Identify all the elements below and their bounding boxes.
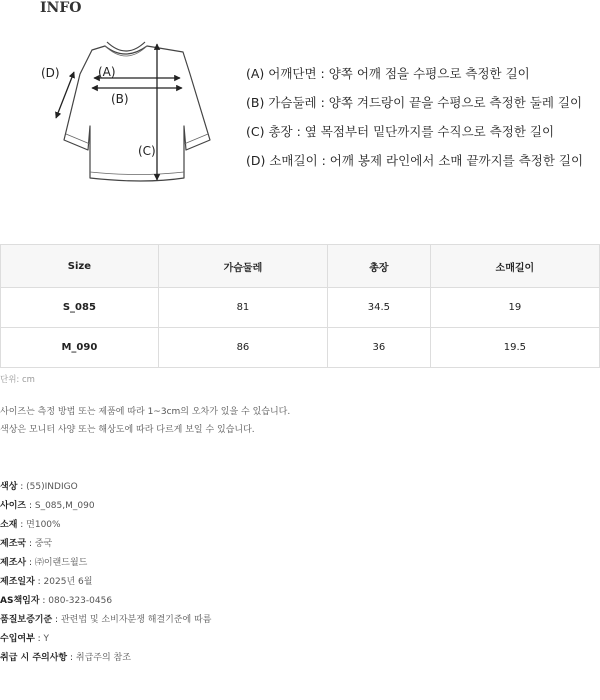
legend-item-c: (C) 총장 : 옆 목점부터 밑단까지를 수직으로 측정한 길이	[246, 124, 555, 139]
legend-item-d: (D) 소매길이 : 어깨 봉제 라인에서 소매 끝까지를 측정한 길이	[246, 153, 584, 168]
chest-cell: 86	[158, 328, 327, 368]
info-row-import: 수입여부 : Y	[0, 634, 50, 644]
size-notes	[0, 403, 290, 439]
info-row-manufacturer: 제조사 : ㈜이랜드월드	[0, 558, 88, 568]
info-key: 취급 시 주의사항	[0, 653, 68, 663]
page-title: INFO	[40, 0, 82, 16]
info-value: 2025년 6월	[43, 577, 93, 587]
info-row-as: AS책임자 : 080-323-0456	[0, 596, 113, 606]
chest-cell: 81	[158, 288, 327, 328]
note-line: 사이즈는 측정 방법 또는 제품에 따라 1~3cm의 오차가 있을 수 있습니다.	[0, 407, 291, 417]
legend-item-b: (B) 가슴둘레 : 양쪽 겨드랑이 끝을 수평으로 측정한 둘레 길이	[246, 95, 583, 110]
length-cell: 36	[328, 328, 431, 368]
note-line: 색상은 모니터 사양 또는 해상도에 따라 다르게 보일 수 있습니다.	[0, 425, 255, 435]
info-value: S_085,M_090	[34, 501, 95, 511]
label-c: (C)	[138, 144, 156, 158]
header-size: Size	[1, 245, 159, 288]
size-table	[0, 244, 600, 368]
info-value: 면100%	[26, 520, 61, 530]
info-value: (55)INDIGO	[26, 482, 78, 492]
info-key: 색상	[0, 482, 18, 492]
info-row-size: 사이즈 : S_085,M_090	[0, 501, 95, 511]
product-info-list	[0, 478, 212, 668]
table-row	[1, 288, 600, 328]
info-value: 관련법 및 소비자분쟁 해결기준에 따름	[60, 615, 212, 625]
measurement-legend	[246, 64, 583, 180]
header-length: 총장	[328, 245, 431, 288]
tshirt-measurement-diagram	[20, 28, 230, 208]
info-key: 제조사	[0, 558, 27, 568]
size-table-header	[1, 245, 600, 288]
info-key: AS책임자	[0, 596, 40, 606]
info-key: 제조국	[0, 539, 27, 549]
tshirt-outline	[64, 46, 210, 181]
info-value: 080-323-0456	[48, 596, 113, 606]
info-value: Y	[43, 634, 50, 644]
info-key: 사이즈	[0, 501, 27, 511]
info-value: 취급주의 참조	[75, 653, 131, 663]
unit-label: 단위: cm	[0, 375, 35, 385]
header-sleeve: 소매길이	[430, 245, 599, 288]
sleeve-cell: 19.5	[430, 328, 599, 368]
info-key: 소재	[0, 520, 18, 530]
info-row-care: 취급 시 주의사항 : 취급주의 참조	[0, 653, 131, 663]
info-row-quality: 품질보증기준 : 관련법 및 소비자분쟁 해결기준에 따름	[0, 615, 212, 625]
info-row-material: 소재 : 면100%	[0, 520, 61, 530]
label-d: (D)	[41, 66, 60, 80]
info-value: ㈜이랜드월드	[34, 558, 88, 568]
sleeve-cell: 19	[430, 288, 599, 328]
length-cell: 34.5	[328, 288, 431, 328]
info-key: 품질보증기준	[0, 615, 53, 625]
info-row-country: 제조국 : 중국	[0, 539, 53, 549]
info-row-date: 제조일자 : 2025년 6월	[0, 577, 93, 587]
info-key: 수입여부	[0, 634, 35, 644]
info-value: 중국	[34, 539, 53, 549]
table-row	[1, 328, 600, 368]
info-key: 제조일자	[0, 577, 35, 587]
size-cell: M_090	[1, 328, 159, 368]
legend-item-a: (A) 어깨단면 : 양쪽 어깨 점을 수평으로 측정한 길이	[246, 66, 530, 81]
label-a: (A)	[98, 65, 116, 79]
label-b: (B)	[111, 92, 129, 106]
header-chest: 가슴둘레	[158, 245, 327, 288]
size-cell: S_085	[1, 288, 159, 328]
info-row-color: 색상 : (55)INDIGO	[0, 482, 78, 492]
